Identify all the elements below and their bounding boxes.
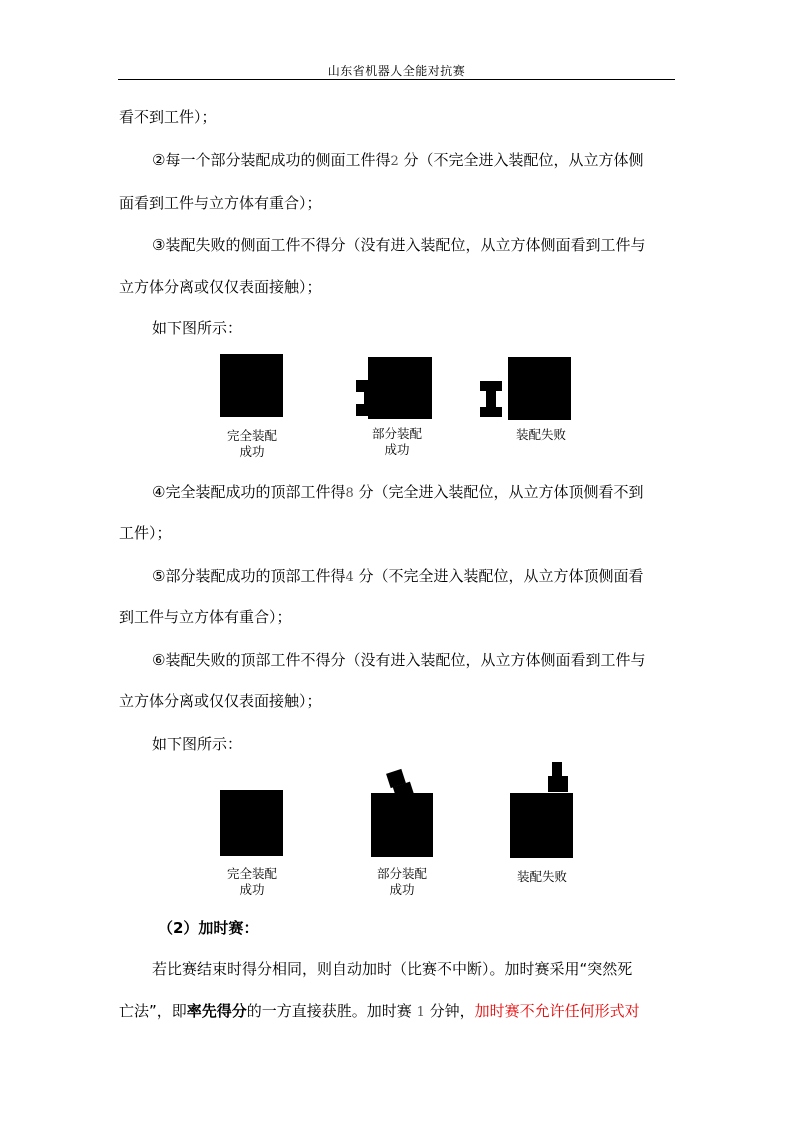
text-span: 分钟， xyxy=(429,1002,475,1020)
caption-line: 成功 xyxy=(389,882,415,897)
cube-full-side xyxy=(220,354,283,417)
caption-fail-side: 装配失败 xyxy=(515,427,566,442)
part-fail-top-stem xyxy=(552,762,562,778)
paragraph-top-full xyxy=(152,481,644,505)
caption-line: 部分装配 xyxy=(376,866,427,881)
caption-full-side xyxy=(192,428,312,460)
text-span: ②每一个部分装配成功的侧面工件得 xyxy=(152,151,391,169)
paragraph-line: 立方体分离或仅仅表面接触）； xyxy=(119,692,322,710)
caption-fail-top: 装配失败 xyxy=(516,869,567,884)
paragraph-line: 看不到工件）； xyxy=(119,108,217,126)
paragraph-line: 到工件与立方体有重合）； xyxy=(119,608,292,626)
text-span: 分（不完全进入装配位，从立方体顶侧面看 xyxy=(358,567,644,585)
caption-line: 完全装配 xyxy=(226,428,277,443)
header-divider xyxy=(118,79,675,80)
score-number: 4 xyxy=(345,570,354,585)
score-number: 2 xyxy=(390,154,399,169)
paragraph-overtime: 若比赛结束时得分相同，则自动加时（比赛不中断）。加时赛采用“突然死 xyxy=(152,960,633,978)
caption-line: 部分装配 xyxy=(371,426,422,441)
emphasis-bold: 率先得分 xyxy=(186,1002,247,1020)
caption-line: 成功 xyxy=(384,442,410,457)
page-header-title: 山东省机器人全能对抗赛 xyxy=(327,64,466,78)
paragraph-top-fail: ⑥装配失败的顶部工件不得分（没有进入装配位，从立方体侧面看到工件与 xyxy=(152,651,646,669)
cube-fail-side xyxy=(508,357,571,420)
caption-line: 完全装配 xyxy=(226,866,277,881)
paragraph-line: 立方体分离或仅仅表面接触）； xyxy=(119,278,322,296)
paragraph-line: 工件）； xyxy=(119,524,172,542)
caption-line: 成功 xyxy=(239,444,265,459)
text-span: 分（完全进入装配位，从立方体顶侧看不到 xyxy=(358,483,644,501)
text-span: ⑤部分装配成功的顶部工件得 xyxy=(152,567,346,585)
section-heading-overtime xyxy=(158,917,258,939)
figure-intro: 如下图所示： xyxy=(152,735,243,753)
part-notch xyxy=(356,392,364,404)
paragraph-top-partial xyxy=(152,565,644,589)
cube-partial-top xyxy=(371,793,433,857)
figure-intro: 如下图所示： xyxy=(152,319,243,337)
score-number: 8 xyxy=(345,486,354,501)
duration-number: 1 xyxy=(416,1005,425,1020)
text-span: 亡法”，即 xyxy=(119,1002,187,1020)
caption-partial-side xyxy=(337,426,457,458)
emphasis-red: 加时赛不允许任何形式对 xyxy=(474,1002,640,1020)
cube-full-top xyxy=(220,790,283,856)
paragraph-side-fail: ③装配失败的侧面工件不得分（没有进入装配位，从立方体侧面看到工件与 xyxy=(152,236,646,254)
text-span: ④完全装配成功的顶部工件得 xyxy=(152,483,346,501)
text-span: 的一方直接获胜。加时赛 xyxy=(246,1002,412,1020)
text-span: 分（不完全进入装配位，从立方体侧 xyxy=(403,151,644,169)
cube-partial-side xyxy=(368,357,432,419)
paragraph-side-partial xyxy=(152,149,644,173)
part-fail-bottom-flange xyxy=(480,407,502,417)
paragraph-overtime-rule xyxy=(119,1000,640,1024)
caption-line: 成功 xyxy=(239,882,265,897)
paragraph-line: 面看到工件与立方体有重合）； xyxy=(119,194,322,212)
part-fail-stem xyxy=(486,389,496,409)
caption-partial-top xyxy=(342,866,462,898)
caption-full-top xyxy=(192,866,312,898)
part-fail-top-base xyxy=(548,776,568,792)
section-heading: （2）加时赛： xyxy=(158,919,259,937)
cube-fail-top xyxy=(510,793,573,858)
